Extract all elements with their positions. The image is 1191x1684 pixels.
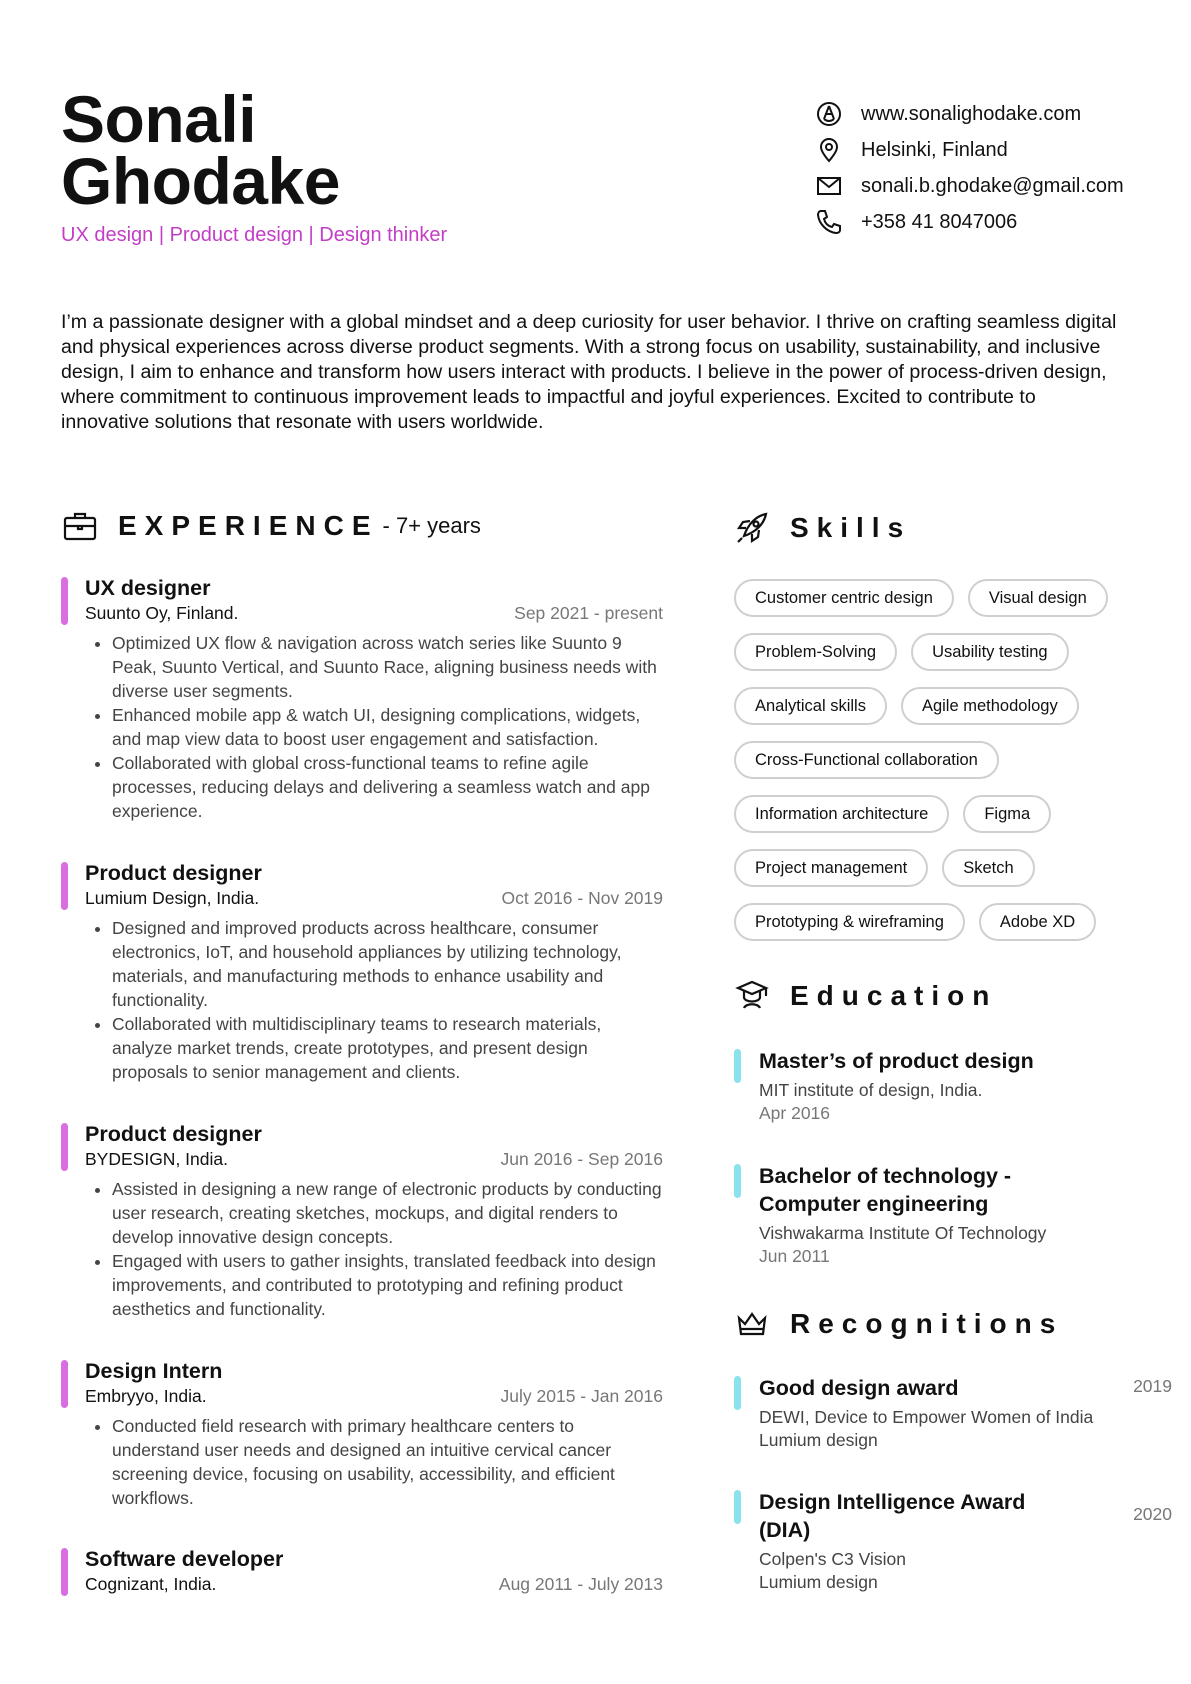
skill-chip: Project management [734,849,928,887]
job-company: Embryyo, India. [85,1386,207,1406]
skill-chip: Analytical skills [734,687,887,725]
contact-location [815,132,1175,168]
crown-icon [734,1306,770,1342]
phone-text: +358 41 8047006 [861,210,1018,233]
job-company: Suunto Oy, Finland. [85,603,239,623]
recognition-accent-bar [734,1490,741,1524]
contact-website[interactable] [815,96,1175,132]
job-bullets [85,1414,663,1510]
job-bullet: • Optimized UX flow & navigation across watch series like Suunto 9 Peak, Suunto Vertical, and Suunto Race, aligning business needs with diverse user segments. [112,631,663,703]
job-title: UX designer [85,576,211,600]
job-accent-bar [61,577,68,625]
job-bullet: • Collaborated with global cross-functional teams to refine agile processes, reducing delays and delivering a seamless watch and app experience. [112,751,663,823]
recognitions-title: Recognitions [790,1308,1064,1339]
briefcase-icon [62,508,98,544]
website-icon [815,100,843,128]
skill-chip: Figma [963,795,1051,833]
education-entry [734,1047,1134,1125]
award-title: Good design award [759,1376,959,1400]
education-date: Apr 2016 [759,1103,831,1123]
job-entry [61,1358,663,1510]
recognition-entry [734,1488,1172,1594]
job-title: Product designer [85,861,262,885]
contact-email[interactable] [815,168,1175,204]
award-organization: Lumium design [759,1430,878,1450]
tagline: UX design | Product design | Design thinker [61,224,448,246]
job-bullets [85,631,663,823]
skill-chip: Customer centric design [734,579,954,617]
job-bullets [85,1177,663,1321]
education-accent-bar [734,1164,741,1198]
job-company: Lumium Design, India. [85,888,260,908]
job-accent-bar [61,1123,68,1171]
degree-title: Master’s of product design [759,1049,1034,1073]
job-date: Jun 2016 - Sep 2016 [500,1149,663,1169]
recognition-entry [734,1374,1172,1452]
job-entry [61,575,663,823]
graduate-icon [734,978,770,1014]
job-date: Oct 2016 - Nov 2019 [501,888,663,908]
skill-chip: Agile methodology [901,687,1079,725]
job-bullet: • Assisted in designing a new range of electronic products by conducting user research, creating sketches, mockups, and digital renders to develop innovative design concepts. [112,1177,663,1249]
rocket-icon [734,510,770,546]
contact-block [815,96,1175,240]
school-name: Vishwakarma Institute Of Technology [759,1223,1047,1243]
skill-chip: Usability testing [911,633,1069,671]
experience-heading [62,508,481,544]
job-date: Sep 2021 - present [514,603,663,623]
job-accent-bar [61,1548,68,1596]
award-detail: Colpen's C3 Vision [759,1549,906,1569]
first-name: Sonali [61,82,257,156]
skill-chip: Cross-Functional collaboration [734,741,999,779]
skill-chip: Prototyping & wireframing [734,903,965,941]
mail-icon [815,172,843,200]
job-bullet: • Collaborated with multidisciplinary teams to research materials, analyze market trends, create prototypes, and present design proposals to senior management and clients. [112,1012,663,1084]
location-pin-icon [815,136,843,164]
job-title: Product designer [85,1122,262,1146]
skill-chip: Visual design [968,579,1108,617]
education-title: Education [790,980,998,1011]
experience-years: - 7+ years [382,513,481,538]
education-date: Jun 2011 [759,1246,830,1266]
job-entry [61,1121,663,1321]
award-detail: DEWI, Device to Empower Women of India [759,1407,1094,1427]
education-heading [734,978,997,1014]
experience-title: EXPERIENCE [118,510,379,541]
education-accent-bar [734,1049,741,1083]
skill-chip: Problem-Solving [734,633,897,671]
skills-chips [734,579,1154,957]
contact-phone[interactable] [815,204,1175,240]
candidate-name [61,82,340,218]
job-date: Aug 2011 - July 2013 [498,1574,663,1594]
school-name: MIT institute of design, India. [759,1080,983,1100]
job-accent-bar [61,1360,68,1408]
recognition-accent-bar [734,1376,741,1410]
job-bullet: • Engaged with users to gather insights, translated feedback into design improvements, and contributed to prototyping and refining product aesthetics and functionality. [112,1249,663,1321]
skills-title: Skills [790,512,912,543]
recognitions-heading [734,1306,1063,1342]
skill-chip: Sketch [942,849,1034,887]
education-entry [734,1162,1054,1268]
job-date: July 2015 - Jan 2016 [500,1386,663,1406]
job-entry [61,1546,663,1596]
last-name: Ghodake [61,144,340,218]
job-company: Cognizant, India. [85,1574,217,1594]
job-bullet: • Designed and improved products across healthcare, consumer electronics, IoT, and household appliances by utilizing technology, materials, and manufacturing methods to enhance usability and functionality. [112,916,663,1012]
award-title: Design Intelligence Award (DIA) [759,1490,1026,1542]
job-bullets [85,916,663,1084]
award-year: 2019 [1133,1376,1172,1396]
profile-summary: I’m a passionate designer with a global mindset and a deep curiosity for user behavior. I thrive on crafting seamless digital and physical experiences across diverse product segments. With a strong focus on usability, sustainability, and inclusive design, I aim to enhance and transform how users interact with products. I believe in the power of process-driven design, where commitment to continuous improvement leads to impactful and joyful experiences. Excited to contribute to innovative solutions that resonate with users worldwide. [61,311,1117,433]
job-title: Software developer [85,1547,284,1571]
job-bullet: • Conducted field research with primary healthcare centers to understand user needs and designed an intuitive cervical cancer screening device, focusing on usability, accessibility, and efficient workflows. [112,1414,663,1510]
job-entry [61,860,663,1084]
job-title: Design Intern [85,1359,223,1383]
location-text: Helsinki, Finland [861,138,1008,161]
skill-chip: Information architecture [734,795,949,833]
award-year: 2020 [1133,1504,1172,1524]
skill-chip: Adobe XD [979,903,1096,941]
degree-title: Bachelor of technology - Computer engineering [759,1164,1012,1216]
email-text: sonali.b.ghodake@gmail.com [861,174,1124,197]
job-bullet: • Enhanced mobile app & watch UI, designing complications, widgets, and map view data to boost user engagement and satisfaction. [112,703,663,751]
job-accent-bar [61,862,68,910]
skills-heading [734,510,911,546]
website-text: www.sonalighodake.com [861,102,1082,125]
award-organization: Lumium design [759,1572,878,1592]
phone-icon [815,208,843,236]
job-company: BYDESIGN, India. [85,1149,228,1169]
